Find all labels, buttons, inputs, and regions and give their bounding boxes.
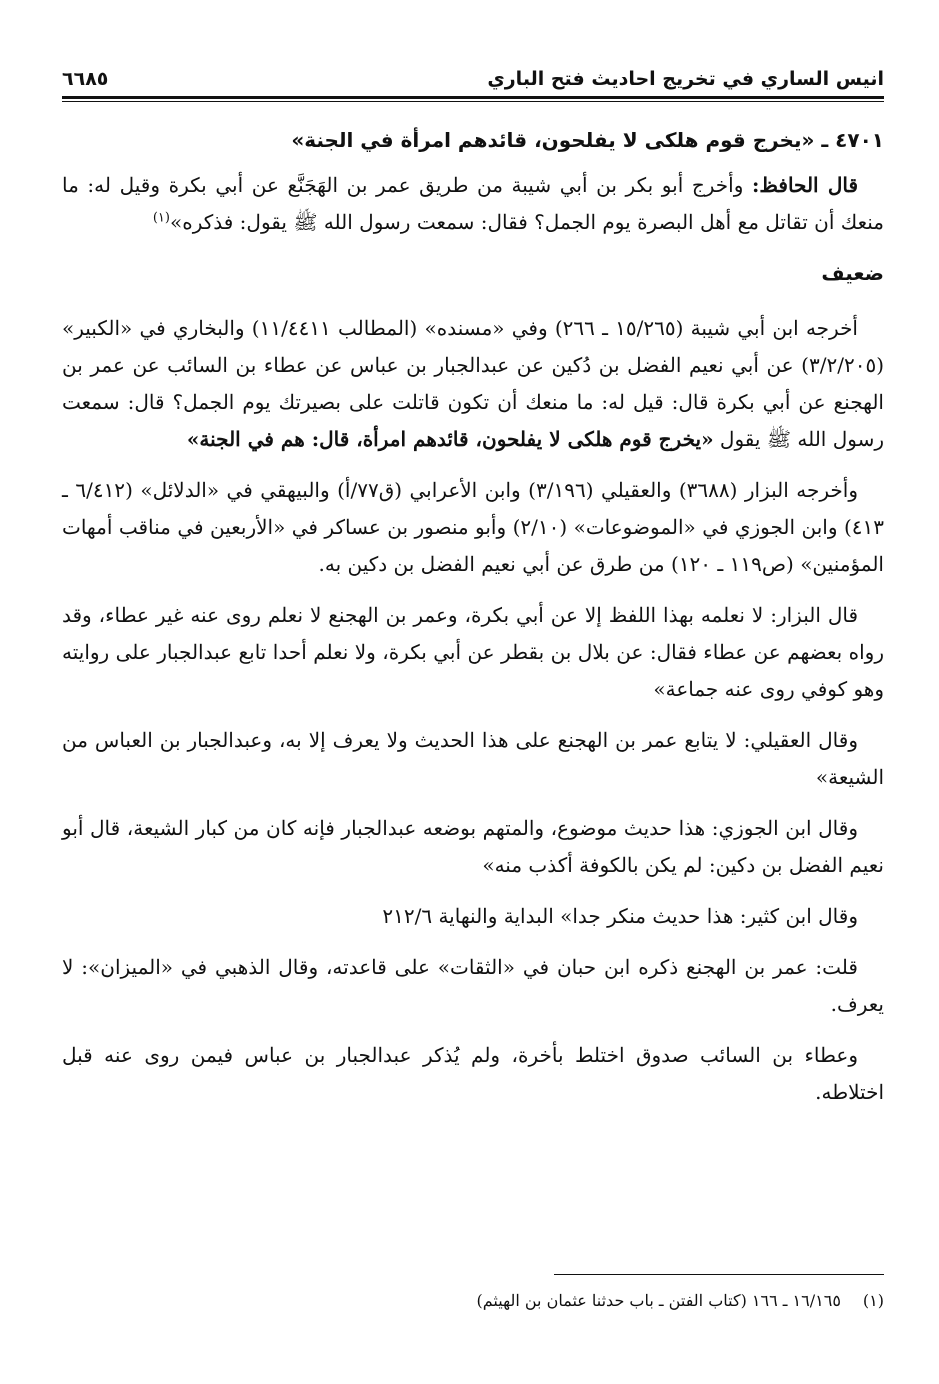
footnote-text: ١٦/١٦٥ ـ ١٦٦ (كتاب الفتن ـ باب حدثنا عثمان بن الهيثم) <box>476 1291 841 1310</box>
hafiz-quote <box>62 167 884 241</box>
paragraph-uqayli: وقال العقيلي: لا يتابع عمر بن الهجنع على هذا الحديث ولا يعرف إلا به، وعبدالجبار بن العباس من الشيعة» <box>62 728 884 789</box>
paragraph-bazzar: قال البزار: لا نعلمه بهذا اللفظ إلا عن أبي بكرة، وعمر بن الهجنع لا نعلم روى عنه غير عطاء، وقد رواه بعضهم عن عطاء فقال: عن بلال بن بقطر عن أبي بكرة، ولا نعلم أحدا تابع عبدالجبار على روايته وهو كوفي روى عنه جماعة» <box>62 603 884 701</box>
book-title: انيس الساري في تخريج احاديث فتح الباري <box>487 68 884 90</box>
paragraph-ibn-kathir: وقال ابن كثير: هذا حديث منكر جدا» البداية والنهاية ٢١٢/٦ <box>382 904 858 928</box>
paragraph-author-note: قلت: عمر بن الهجنع ذكره ابن حبان في «الثقات» على قاعدته، وقال الذهبي في «الميزان»: لا يعرف. <box>62 955 884 1016</box>
footnote-marker[interactable]: (١) <box>152 210 170 226</box>
footnote-rule <box>554 1274 884 1275</box>
hafiz-label: قال الحافظ: <box>752 173 859 197</box>
paragraph-other-sources: وأخرجه البزار (٣٦٨٨) والعقيلي (٣/١٩٦) وابن الأعرابي (ق٧٧/أ) والبيهقي في «الدلائل» (٦/٤١٢ ـ ٤١٣) وابن الجوزي في «الموضوعات» (٢/١٠) وأبو منصور بن عساكر في «الأربعين في مناقب أمهات المؤمنين» (ص١١٩ ـ ١٢٠) من طرق عن أبي نعيم الفضل بن دكين به. <box>62 478 884 576</box>
book-page <box>62 56 884 1356</box>
hadith-heading: ٤٧٠١ ـ «يخرج قوم هلكى لا يفلحون، قائدهم امرأة في الجنة» <box>291 128 884 152</box>
header-rule-thin <box>62 101 884 102</box>
running-header <box>62 56 884 90</box>
hafiz-text: وأخرج أبو بكر بن أبي شيبة من طريق عمر بن الهَجَنَّع عن أبي بكرة وقيل له: ما منعك أن تقاتل مع أهل البصرة يوم الجمل؟ فقال: سمعت رسول الله ﷺ يقول: فذكره» <box>62 173 884 234</box>
page-number: ٦٦٨٥ <box>62 68 109 90</box>
paragraph-ibn-jawzi: وقال ابن الجوزي: هذا حديث موضوع، والمتهم بوضعه عبدالجبار فإنه كان من كبار الشيعة، قال أبو نعيم الفضل بن دكين: لم يكن بالكوفة أكذب منه» <box>62 816 884 877</box>
footnote <box>62 1288 884 1314</box>
paragraph-takhrij <box>62 310 884 458</box>
hadith-matn-bold: «يخرج قوم هلكى لا يفلحون، قائدهم امرأة، قال: هم في الجنة» <box>186 427 714 451</box>
header-rule-thick <box>62 96 884 99</box>
footnote-number: (١) <box>862 1291 884 1310</box>
paragraph-takhrij-text: أخرجه ابن أبي شيبة (١٥/٢٦٥ ـ ٢٦٦) وفي «مسنده» (المطالب ١١/٤٤١١) والبخاري في «الكبير» (٣/٢/٢٠٥) عن أبي نعيم الفضل بن دُكين عن عبدالجبار بن عباس عن عطاء بن السائب عن عمر بن الهجنع عن أبي بكرة قال: قيل له: ما منعك أن تكون قاتلت على بصيرتك يوم الجمل؟ قال: سمعت رسول الله ﷺ يقول <box>62 316 884 451</box>
paragraph-ata: وعطاء بن السائب صدوق اختلط بأخرة، ولم يُذكر عبدالجبار بن عباس فيمن روى عنه قبل اختلاطه. <box>62 1043 884 1104</box>
page-body <box>62 122 884 1111</box>
hadith-grade: ضعيف <box>821 261 884 285</box>
